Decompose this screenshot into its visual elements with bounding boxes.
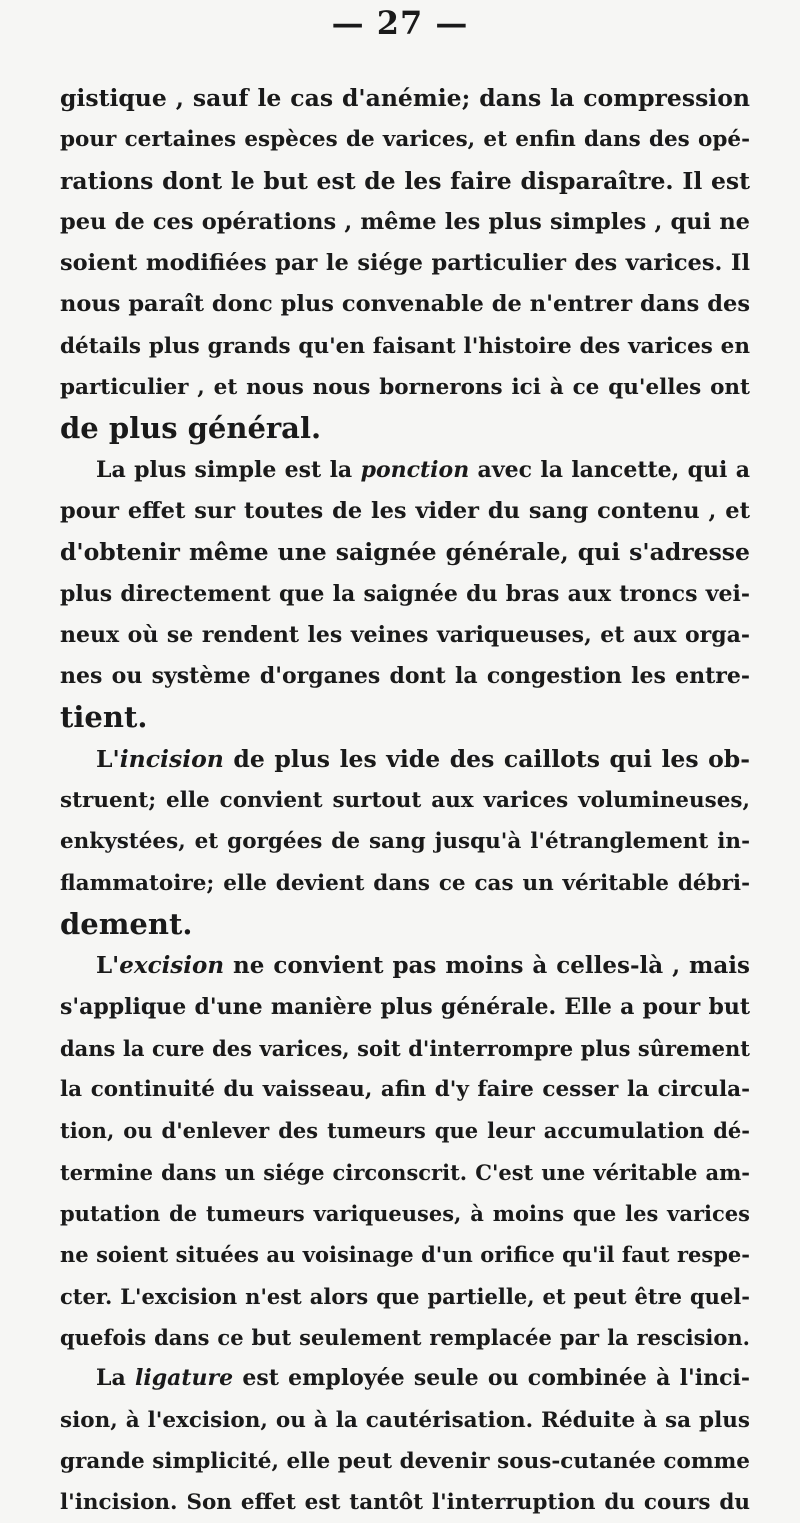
text-line: nous paraît donc plus convenable de n'entrer dans des — [60, 291, 750, 318]
text-line: de plus général. — [60, 411, 322, 446]
text-line — [60, 1358, 750, 1399]
text-run: avec la lancette, qui a — [469, 456, 751, 483]
body-text — [60, 78, 750, 1523]
text-line: flammatoire; elle devient dans ce cas un véritable débri- — [60, 870, 750, 896]
text-line: nes ou système d'organes dont la congestion les entre- — [60, 663, 750, 690]
text-line: rations dont le but est de les faire disparaître. Il est — [60, 166, 750, 195]
text-run: est employée seule ou combinée à l'inci- — [233, 1365, 750, 1392]
text-line: termine dans un siége circonscrit. C'est une véritable am- — [60, 1159, 750, 1185]
text-line: dement. — [60, 906, 193, 941]
text-line: plus directement que la saignée du bras aux troncs vei- — [60, 580, 750, 607]
text-run: de plus les vide des caillots qui les ob- — [223, 744, 750, 773]
text-line: pour effet sur toutes de les vider du sang contenu , et — [60, 497, 750, 524]
text-line: gistique , sauf le cas d'anémie; dans la compression — [60, 84, 750, 112]
text-line: particulier , et nous nous bornerons ici à ce qu'elles ont — [60, 375, 750, 401]
text-line: soient modifiées par le siége particulier des varices. Il — [60, 250, 750, 277]
text-run: La — [96, 1365, 135, 1392]
text-run: ne convient pas moins à celles-là , mais — [224, 952, 750, 980]
text-run: L' — [96, 952, 120, 980]
text-line: l'incision. Son effet est tantôt l'interruption du cours du — [60, 1490, 750, 1516]
text-line: grande simplicité, elle peut devenir sous-cutanée comme — [60, 1448, 750, 1474]
italic-term: ponction — [360, 456, 470, 483]
text-line: putation de tumeurs variqueuses, à moins que les varices — [60, 1201, 750, 1227]
text-line: cter. L'excision n'est alors que partielle, et peut être quel- — [60, 1283, 750, 1309]
text-line — [60, 945, 750, 986]
text-line — [60, 739, 750, 780]
text-line: neux où se rendent les veines variqueuses, et aux orga- — [60, 621, 750, 648]
text-line: enkystées, et gorgées de sang jusqu'à l'étranglement in- — [60, 829, 750, 855]
text-line: détails plus grands qu'en faisant l'histoire des varices en — [60, 333, 750, 359]
text-line — [60, 450, 750, 491]
text-line: la continuité du vaisseau, afin d'y faire cesser la circula- — [60, 1077, 750, 1103]
page-number: — 27 — — [331, 4, 469, 42]
italic-term: excision — [119, 952, 225, 980]
text-line: sion, à l'excision, ou à la cautérisation. Réduite à sa plus — [60, 1407, 750, 1433]
text-line: s'applique d'une manière plus générale. Elle a pour but — [60, 993, 750, 1020]
text-line: ne soient situées au voisinage d'un orifice qu'il faut respe- — [60, 1242, 750, 1268]
text-line: tion, ou d'enlever des tumeurs que leur accumulation dé- — [60, 1118, 750, 1144]
text-line: pour certaines espèces de varices, et enfin dans des opé- — [60, 127, 750, 153]
text-run: L' — [96, 744, 120, 773]
text-line: struent; elle convient surtout aux varices volumineuses, — [60, 788, 750, 814]
text-line: quefois dans ce but seulement remplacée par la rescision. — [60, 1324, 750, 1350]
text-line: peu de ces opérations , même les plus simples , qui ne — [60, 208, 750, 235]
text-line: tient. — [60, 700, 148, 735]
text-line: d'obtenir même une saignée générale, qui s'adresse — [60, 538, 750, 567]
italic-term: ligature — [134, 1365, 234, 1392]
italic-term: incision — [119, 744, 224, 773]
text-line: dans la cure des varices, soit d'interrompre plus sûrement — [60, 1035, 750, 1061]
text-run: La plus simple est la — [96, 456, 361, 483]
